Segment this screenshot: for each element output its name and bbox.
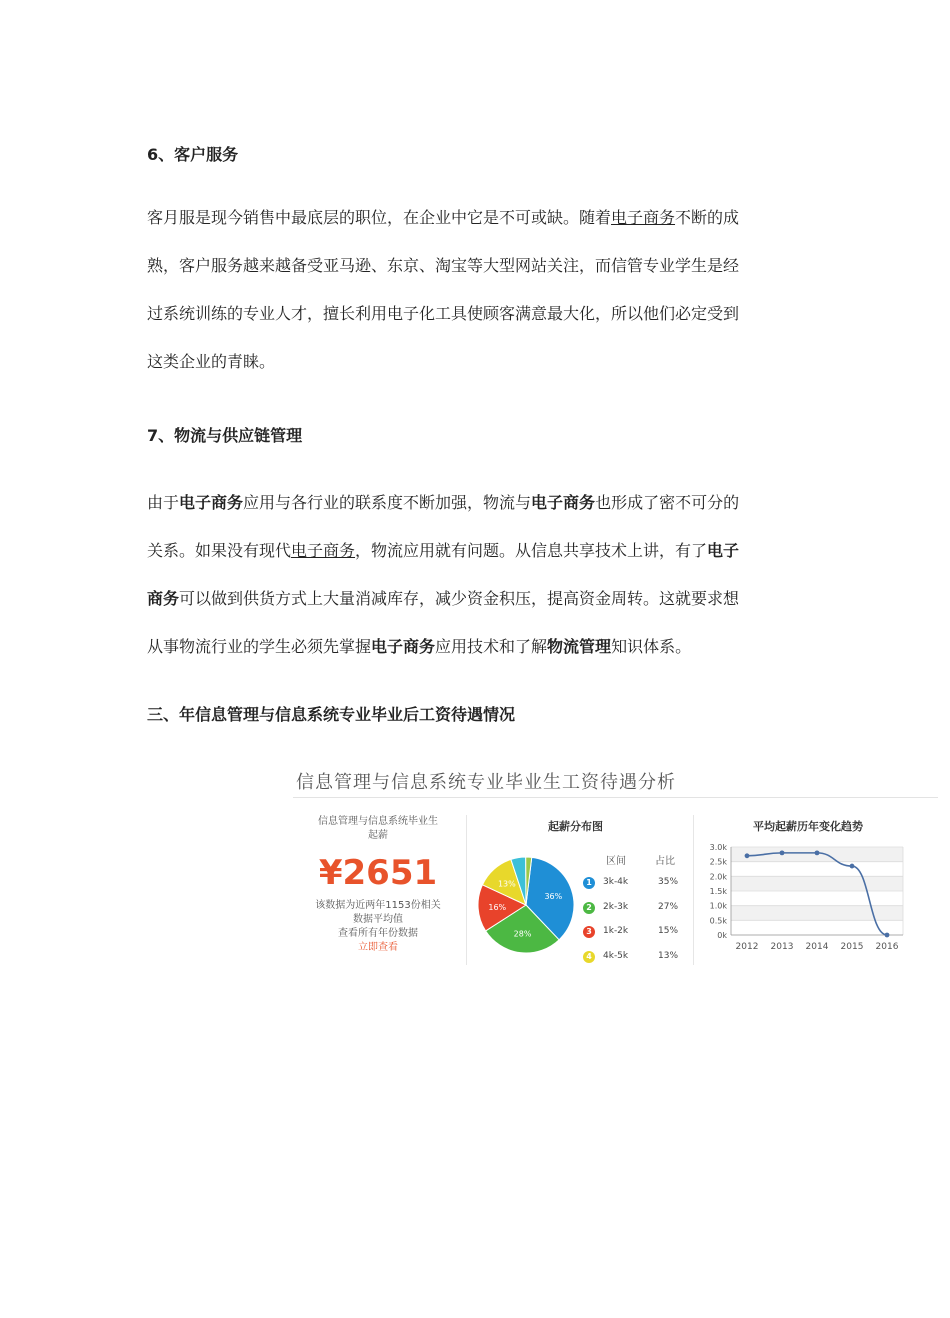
text-segment: 过系统训练的专业人才，擅长利用电子化工具使顾客满意最大化，所以他们必定受到 [147, 304, 740, 323]
text-segment: 知识体系。 [611, 637, 692, 656]
grid-band [731, 906, 903, 921]
pie-slice-label: 16% [488, 902, 507, 912]
y-tick-label: 2.5k [709, 857, 727, 867]
y-tick-label: 1.0k [709, 901, 727, 911]
text-segment: 从事物流行业的学生必须先掌握 [147, 637, 372, 656]
keyword-bold: 电子商务 [531, 493, 596, 512]
salary-infographic [293, 760, 938, 970]
salary-note-line-3: 查看所有年份数据 [338, 928, 418, 939]
pie-slice-label: 36% [544, 891, 563, 901]
legend-range: 1k-2k [603, 926, 629, 936]
y-tick-label: 0.5k [709, 916, 727, 926]
y-tick-label: 2.0k [709, 872, 727, 882]
paragraph-line [147, 290, 807, 338]
legend-item [583, 877, 683, 891]
x-tick-label: 2016 [875, 942, 899, 952]
paragraph-line [147, 479, 807, 527]
keyword-bold: 电子 [707, 541, 740, 560]
keyword-bold: 电子商务 [179, 493, 244, 512]
keyword-bold: 电子商务 [371, 637, 436, 656]
x-tick-label: 2013 [770, 942, 794, 952]
paragraph-line [147, 338, 807, 386]
x-tick-label: 2012 [735, 942, 759, 952]
legend-range: 2k-3k [603, 901, 629, 912]
salary-note-line-1: 该数据为近两年1153份相关 [315, 900, 441, 911]
legend-item [583, 926, 683, 940]
salary-value: ¥2651 [318, 853, 438, 893]
keyword-bold: 物流管理 [547, 637, 612, 656]
paragraph-line [147, 194, 807, 242]
legend-range: 4k-5k [603, 950, 629, 961]
pie-slice-label: 28% [513, 929, 532, 939]
text-segment: 应用技术和了解 [435, 637, 548, 656]
legend-index-badge: 4 [583, 951, 595, 963]
infographic-title: 信息管理与信息系统专业毕业生工资待遇分析 [296, 772, 676, 793]
y-tick-label: 0k [717, 931, 727, 940]
legend-percent: 15% [658, 926, 679, 936]
legend-index-badge: 2 [583, 902, 595, 914]
salary-label-line-2: 起薪 [368, 830, 388, 841]
legend-index-badge: 1 [583, 877, 595, 889]
view-now-link[interactable]: 立即查看 [358, 942, 398, 953]
text-segment: 由于 [147, 493, 180, 512]
series-line [747, 853, 887, 935]
series-point [850, 864, 855, 869]
ecommerce-link[interactable]: 电子商务 [291, 541, 356, 560]
y-tick-label: 1.5k [709, 887, 727, 896]
text-segment: ，物流应用就有问题。从信息共享技术上讲，有了 [355, 541, 708, 560]
grid-band [731, 876, 903, 891]
legend-percent: 27% [658, 901, 679, 912]
paragraph-line [147, 575, 807, 623]
x-tick-label: 2015 [840, 942, 864, 952]
text-segment: 关系。如果没有现代 [147, 541, 292, 560]
legend-item [583, 902, 683, 916]
section-3-heading: 三、年信息管理与信息系统专业毕业后工资待遇情况 [147, 705, 516, 724]
paragraph-line [147, 527, 807, 575]
ecommerce-link[interactable]: 电子商务 [611, 208, 676, 227]
salary-label-line-1: 信息管理与信息系统毕业生 [318, 816, 438, 827]
series-point [885, 933, 890, 938]
salary-trend-line-chart [698, 840, 908, 960]
text-segment: 熟，客户服务越来越备受亚马逊、东京、淘宝等大型网站关注，而信管专业学生是经 [147, 256, 740, 275]
paragraph-line [147, 623, 807, 671]
legend-range: 3k-4k [603, 877, 629, 887]
text-segment: 也形成了密不可分的 [595, 493, 740, 512]
salary-distribution-pie [476, 855, 576, 955]
pie-slice-label: 13% [497, 879, 516, 889]
pie-title: 起薪分布图 [548, 820, 603, 833]
text-segment: 客月服是现今销售中最底层的职位，在企业中它是不可或缺。随着 [147, 208, 612, 227]
keyword-bold: 商务 [147, 589, 180, 608]
salary-note-line-2: 数据平均值 [353, 914, 403, 925]
series-point [745, 853, 750, 858]
legend-index-badge: 3 [583, 926, 595, 938]
section-7-heading: 7、物流与供应链管理 [147, 426, 303, 445]
section-6-heading: 6、客户服务 [147, 145, 239, 164]
legend-percent: 35% [658, 877, 679, 887]
y-tick-label: 3.0k [709, 843, 727, 852]
legend-range-header: 区间 [606, 856, 626, 867]
paragraph-line [147, 242, 807, 290]
section-7-paragraph [147, 479, 807, 671]
line-chart-title: 平均起薪历年变化趋势 [753, 820, 863, 833]
column-divider-2 [693, 815, 694, 965]
series-point [815, 850, 820, 855]
legend-item [583, 951, 683, 965]
text-segment: 可以做到供货方式上大量消减库存，减少资金积压，提高资金周转。这就要求想 [179, 589, 740, 608]
text-segment: 不断的成 [675, 208, 740, 227]
series-point [780, 850, 785, 855]
legend-pct-header: 占比 [655, 856, 675, 867]
x-tick-label: 2014 [805, 942, 829, 952]
legend-percent: 13% [658, 950, 679, 961]
section-6-paragraph [147, 194, 807, 386]
title-divider [293, 797, 938, 798]
starting-salary-panel [293, 815, 463, 955]
text-segment: 这类企业的青睐。 [147, 352, 276, 371]
text-segment: 应用与各行业的联系度不断加强，物流与 [243, 493, 532, 512]
column-divider-1 [466, 815, 467, 965]
